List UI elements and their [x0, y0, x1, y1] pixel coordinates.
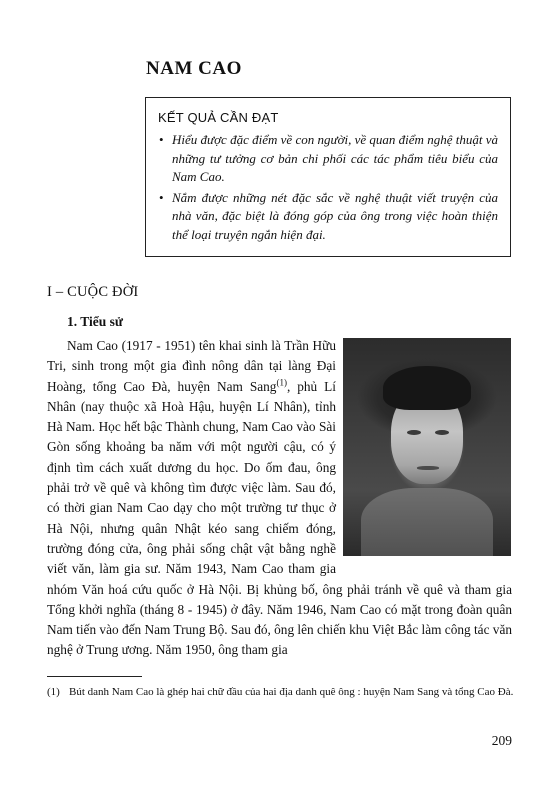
portrait-hair — [383, 366, 471, 410]
page-number: 209 — [491, 733, 512, 748]
biography-text-part1: Nam Cao (1917 - 1951) tên khai sinh là Trần Hữu Tri, sinh trong một gia đình nông dân tại làng Đại Hoàng, tổng Cao Đà, huyện Nam Sang — [47, 338, 336, 394]
section-heading: I – CUỘC ĐỜI — [47, 284, 139, 300]
biography-text-part2: , phủ Lí Nhân (nay thuộc xã Hoà Hậu, huyện Lí Nhân), tỉnh Hà Nam. Học hết bậc Thành chung, Nam Cao vào Sài Gòn sống khoảng ba năm với một người cậu, có ý định tìm cách xuất dương du học. Do ốm đau, ông phải trở về quê và không tìm được việc làm. Sau đó, có thời gian Nam Cao dạy cho một trường tư thục ở Hà Nội, nhưng quân Nhật kéo sang chiếm đóng, trường đóng cửa, ông phải sống chật vật bằng nghề viết văn, làm gia sư. Năm 1943, Nam Cao tham gia nhóm Văn hoá cứu quốc ở Hà Nội. Bị khủng bố, ông phải tránh về quê và tham gia Tổng khởi nghĩa (tháng 8 - 1945) ở đây. Năm 1946, Nam Cao có mặt trong đoàn quân Nam tiến vào đến Nam Trung Bộ. Sau đó, ông lên chiến khu Việt Bắc làm công tác văn nghệ ở Trung ương. Năm 1950, ông tham gia — [47, 378, 513, 658]
objectives-title: KẾT QUẢ CẦN ĐẠT — [158, 110, 279, 125]
learning-objectives-box — [145, 97, 511, 257]
portrait-shirt — [361, 488, 493, 556]
footnote-mark: (1) — [47, 686, 60, 698]
nam-cao-portrait-photo — [343, 338, 511, 556]
objective-item: • Hiểu được đặc điểm về con người, về quan điểm nghệ thuật và những tư tưởng cơ bản chi phối các tác phẩm tiêu biểu của Nam Cao. — [158, 131, 498, 187]
footnote-reference[interactable]: (1) — [276, 377, 287, 388]
footnote-text: Bút danh Nam Cao là ghép hai chữ đầu của hai địa danh quê ông : huyện Nam Sang và tổng Cao Đà. — [69, 686, 514, 698]
subsection-heading: 1. Tiểu sử — [67, 314, 123, 329]
objective-item: • Nắm được những nét đặc sắc về nghệ thuật viết truyện của nhà văn, đặc biệt là đóng góp của ông trong việc hoàn thiện thể loại truyện ngắn hiện đại. — [158, 189, 498, 245]
footnote — [47, 685, 517, 700]
chapter-title: NAM CAO — [146, 58, 242, 79]
portrait-right-eye — [435, 430, 449, 435]
footnote-divider — [47, 676, 142, 677]
portrait-left-eye — [407, 430, 421, 435]
portrait-mouth — [417, 466, 439, 470]
objectives-list — [158, 131, 498, 244]
